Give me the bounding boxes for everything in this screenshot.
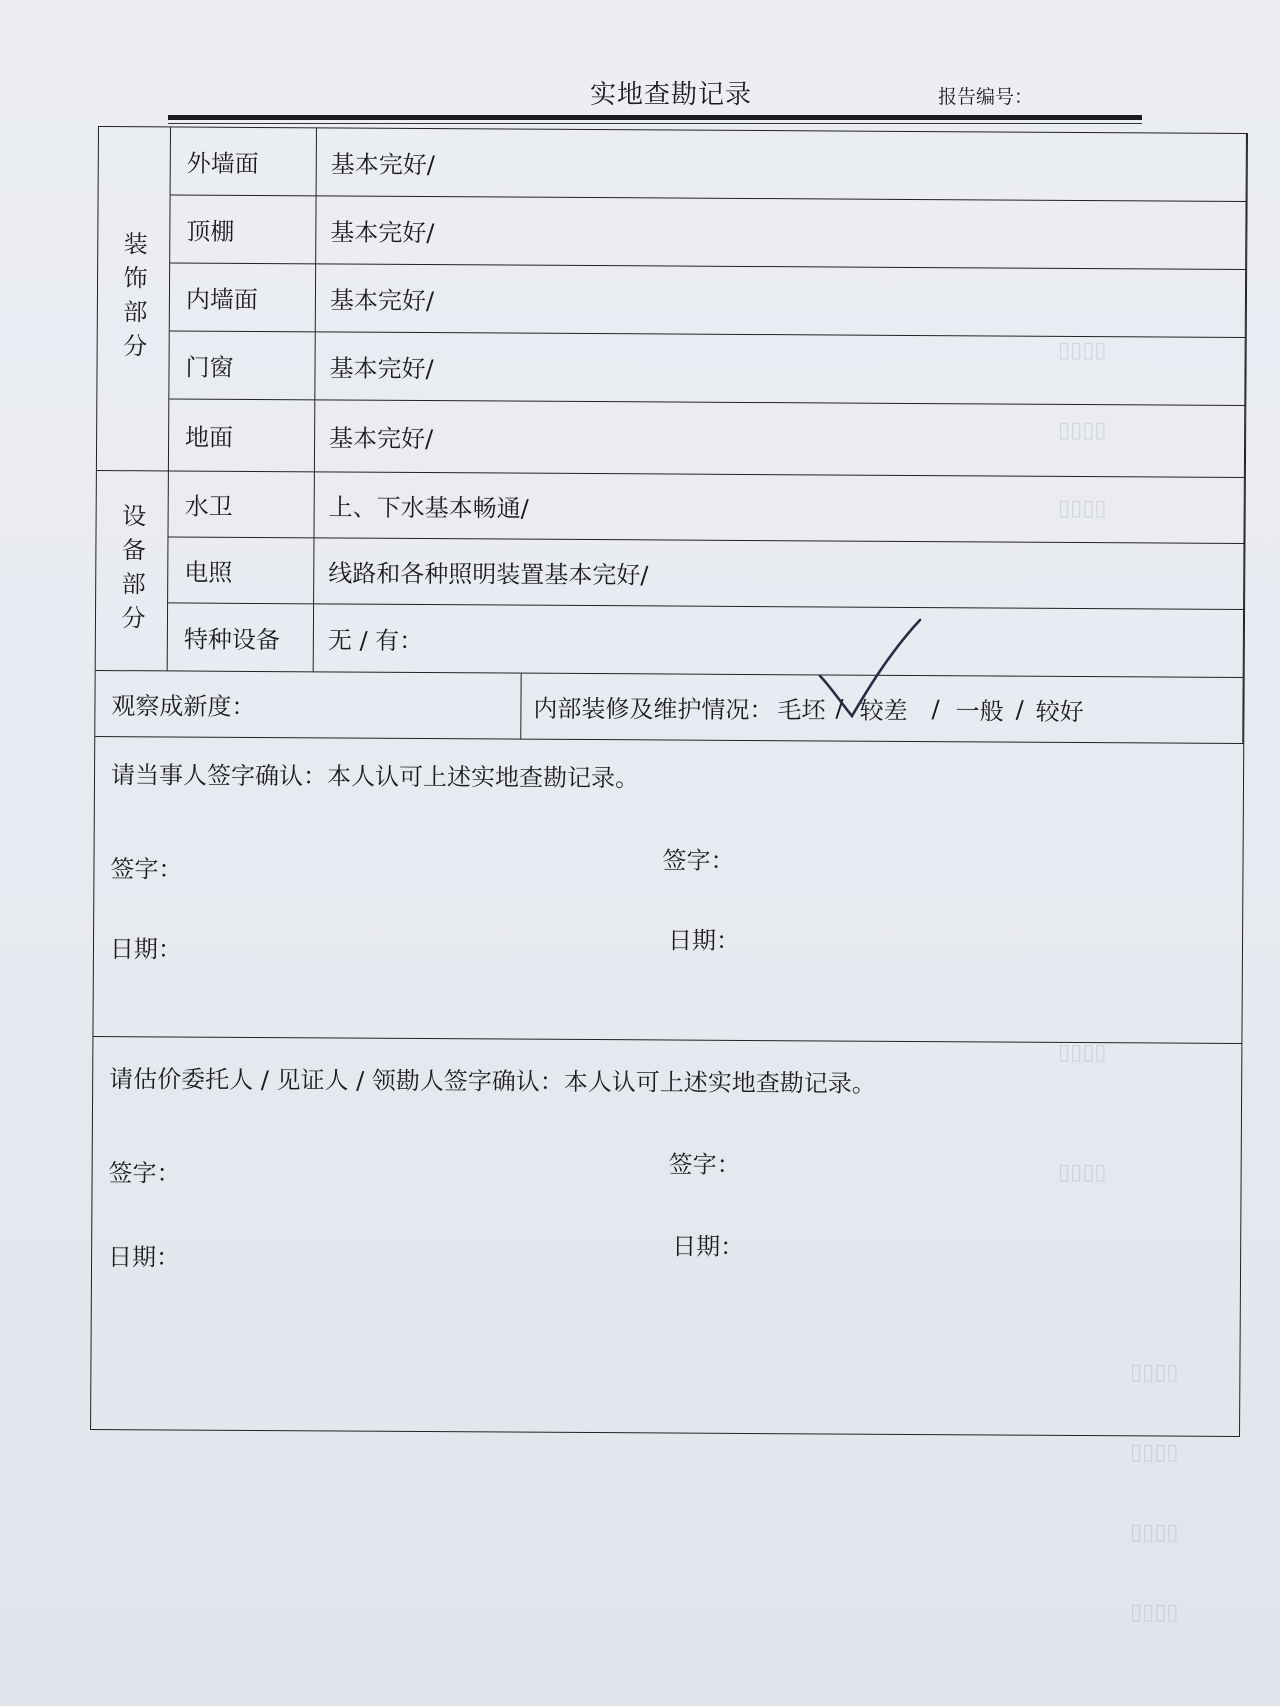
party-confirm-statement: 请当事人签字确认：本人认可上述实地查勘记录。	[110, 761, 640, 793]
option-separator: /	[1015, 695, 1024, 724]
row-label-special-equipment: 特种设备	[168, 603, 314, 672]
row-value-plumbing: 上、下水基本畅通/	[314, 472, 1244, 544]
handwritten-check-icon	[808, 612, 928, 722]
party-date-right-label: 日期：	[667, 926, 741, 955]
row-label-ceiling: 顶棚	[170, 195, 316, 264]
bleed-through: ▯▯▯▯	[1130, 1360, 1179, 1385]
client-date-right-label: 日期：	[672, 1232, 745, 1261]
client-date-left-label: 日期：	[108, 1243, 181, 1272]
row-value-special-equipment: 无 / 有：	[314, 604, 1244, 678]
row-value-exterior-wall: 基本完好/	[317, 128, 1247, 202]
row-label-exterior-wall: 外墙面	[171, 127, 317, 196]
row-value-interior-wall: 基本完好/	[316, 264, 1246, 338]
equipment-group-label: 设备部分	[96, 471, 169, 671]
option-separator: /	[835, 694, 844, 723]
option-separator: /	[931, 694, 940, 723]
party-sign-left-label: 签字：	[110, 855, 183, 884]
newness-label: 观察成新度：	[95, 671, 521, 740]
option-average: 一般	[955, 697, 1004, 726]
option-rough: 毛坯	[777, 696, 826, 725]
bleed-through: ▯▯▯▯	[1058, 1160, 1107, 1185]
inspection-form	[90, 126, 1248, 1437]
row-label-interior-wall: 内墙面	[170, 263, 316, 332]
bleed-through: ▯▯▯▯	[1058, 1040, 1107, 1065]
interior-condition-label: 内部装修及维护情况：	[533, 694, 774, 725]
header-rule	[168, 115, 1142, 120]
row-value-floor: 基本完好/	[315, 400, 1245, 478]
decoration-group-label: 装饰部分	[97, 127, 171, 471]
option-good: 较好	[1035, 697, 1084, 727]
row-value-doors-windows: 基本完好/	[315, 332, 1245, 406]
client-sign-right-label: 签字：	[668, 1150, 741, 1179]
bleed-through: ▯▯▯▯	[1130, 1520, 1179, 1545]
party-sign-right-label: 签字：	[662, 846, 735, 875]
header-rule-thin	[168, 123, 1142, 124]
party-confirmation-section	[93, 737, 1243, 1044]
client-confirmation-section	[91, 1037, 1241, 1436]
client-confirm-statement: 请估价委托人 / 见证人 / 领勘人签字确认：本人认可上述实地查勘记录。	[109, 1065, 876, 1098]
bleed-through: ▯▯▯▯	[1130, 1440, 1179, 1465]
bleed-through: ▯▯▯▯	[1058, 418, 1107, 443]
row-label-doors-windows: 门窗	[169, 331, 315, 400]
row-label-floor: 地面	[169, 399, 315, 472]
bleed-through: ▯▯▯▯	[1058, 496, 1107, 521]
row-value-lighting: 线路和各种照明装置基本完好/	[314, 538, 1244, 610]
row-value-ceiling: 基本完好/	[316, 196, 1246, 270]
report-number-label: 报告编号：	[938, 86, 1034, 108]
row-label-lighting: 电照	[168, 537, 314, 604]
party-date-left-label: 日期：	[109, 935, 183, 964]
option-poor: 较差	[859, 696, 908, 725]
client-sign-left-label: 签字：	[108, 1159, 181, 1188]
bleed-through: ▯▯▯▯	[1130, 1600, 1179, 1625]
bleed-through: ▯▯▯▯	[1058, 338, 1107, 363]
row-label-plumbing: 水卫	[168, 471, 314, 538]
page-title: 实地查勘记录	[590, 80, 753, 110]
